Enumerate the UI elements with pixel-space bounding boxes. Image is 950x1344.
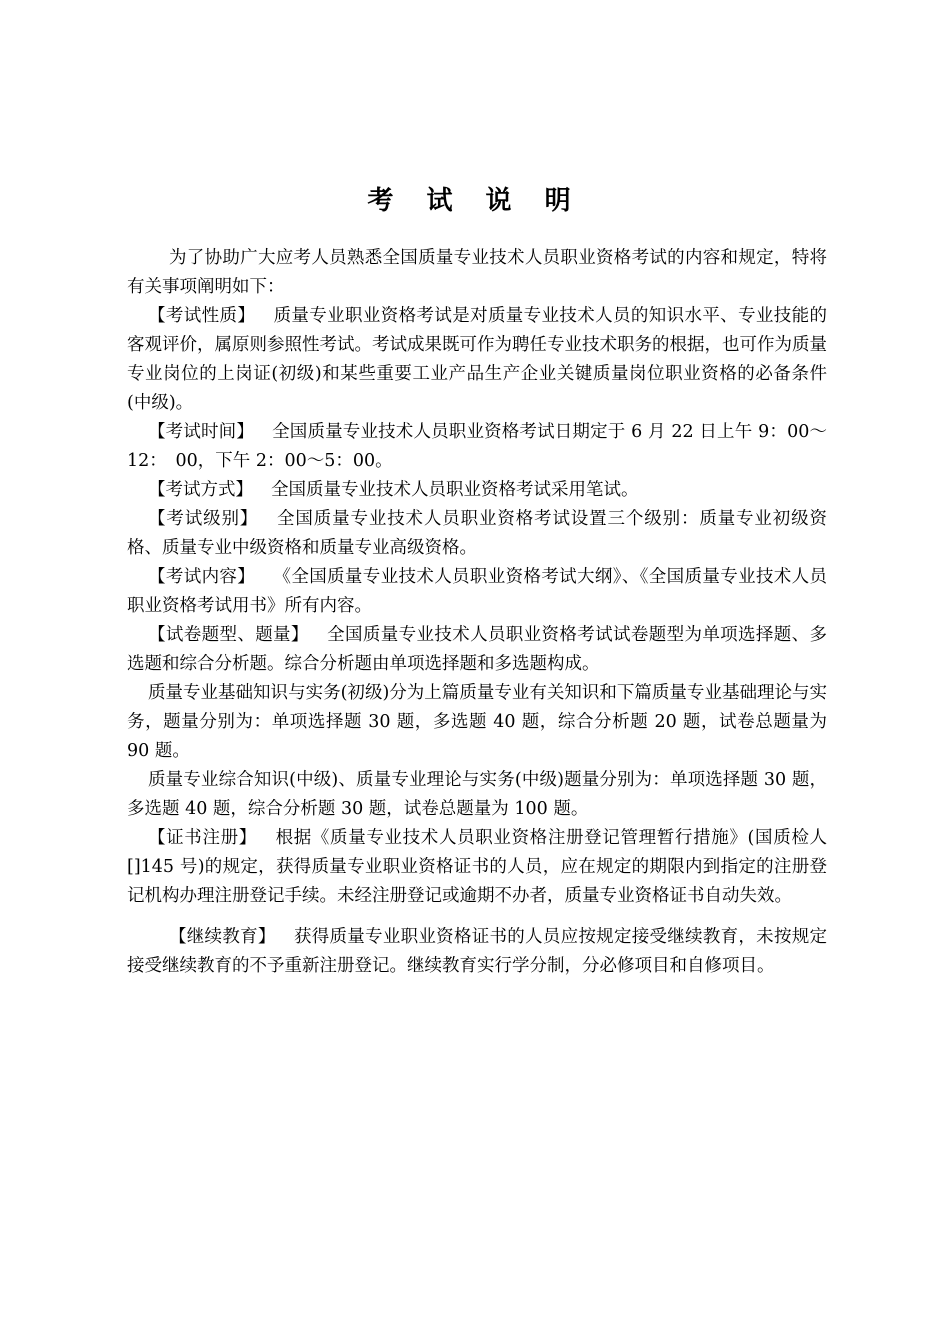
section-content <box>127 563 827 621</box>
section-label: 【继续教育】 <box>169 927 276 947</box>
section-level <box>127 505 827 563</box>
section-text: 全国质量专业技术人员职业资格考试采用笔试。 <box>271 480 639 500</box>
section-nature <box>127 302 827 418</box>
plain-paragraph-junior: 质量专业基础知识与实务(初级)分为上篇质量专业有关知识和下篇质量专业基础理论与实务，题量分别为：单项选择题 30 题，多选题 40 题，综合分析题 20 题，试卷总题量为 90 题。 <box>127 683 827 761</box>
plain-paragraph-intermediate: 质量专业综合知识(中级)、质量专业理论与实务(中级)题量分别为：单项选择题 30 题，多选题 40 题，综合分析题 30 题，试卷总题量为 100 题。 <box>127 770 827 819</box>
section-label: 【试卷题型、题量】 <box>148 625 309 645</box>
section-education <box>127 923 827 981</box>
page-title: 考 试 说 明 <box>367 186 583 216</box>
section-text: 全国质量专业技术人员职业资格考试日期定于 6 月 22 日上午 9：00～12： 00，下午 2：00～5：00。 <box>127 422 827 471</box>
section-label: 【考试级别】 <box>148 509 259 529</box>
section-label: 【考试性质】 <box>148 306 256 326</box>
section-time <box>127 418 827 476</box>
section-label: 【考试时间】 <box>148 422 254 442</box>
section-text: 全国质量专业技术人员职业资格考试设置三个级别：质量专业初级资格、质量专业中级资格和质量专业高级资格。 <box>127 509 828 558</box>
section-text: 根据《质量专业技术人员职业资格注册登记管理暂行措施》(国质检人[]145 号)的规定，获得质量专业职业资格证书的人员，应在规定的期限内到指定的注册登记机构办理注册登记手续。未经注册登记或逾期不办者，质量专业资格证书自动失效。 <box>127 828 827 906</box>
section-question-types <box>127 621 827 679</box>
intro-paragraph: 为了协助广大应考人员熟悉全国质量专业技术人员职业资格考试的内容和规定，特将有关事项阐明如下： <box>127 248 827 297</box>
section-label: 【考试内容】 <box>148 567 256 587</box>
section-text: 《全国质量专业技术人员职业资格考试大纲》、《全国质量专业技术人员职业资格考试用书》所有内容。 <box>127 567 828 616</box>
section-text: 全国质量专业技术人员职业资格考试试卷题型为单项选择题、多选题和综合分析题。综合分析题由单项选择题和多选题构成。 <box>127 625 828 674</box>
section-label: 【考试方式】 <box>148 480 253 500</box>
section-label: 【证书注册】 <box>148 828 257 848</box>
document-body <box>127 244 827 981</box>
section-method <box>127 476 827 505</box>
section-text: 质量专业职业资格考试是对质量专业技术人员的知识水平、专业技能的客观评价，属原则参照性考试。考试成果既可作为聘任专业技术职务的根据，也可作为质量专业岗位的上岗证(初级)和某些重要工业产品生产企业关键质量岗位职业资格的必备条件(中级)。 <box>127 306 828 413</box>
section-text: 获得质量专业职业资格证书的人员应按规定接受继续教育，未按规定接受继续教育的不予重新注册登记。继续教育实行学分制，分必修项目和自修项目。 <box>127 927 828 976</box>
section-certificate <box>127 824 827 911</box>
